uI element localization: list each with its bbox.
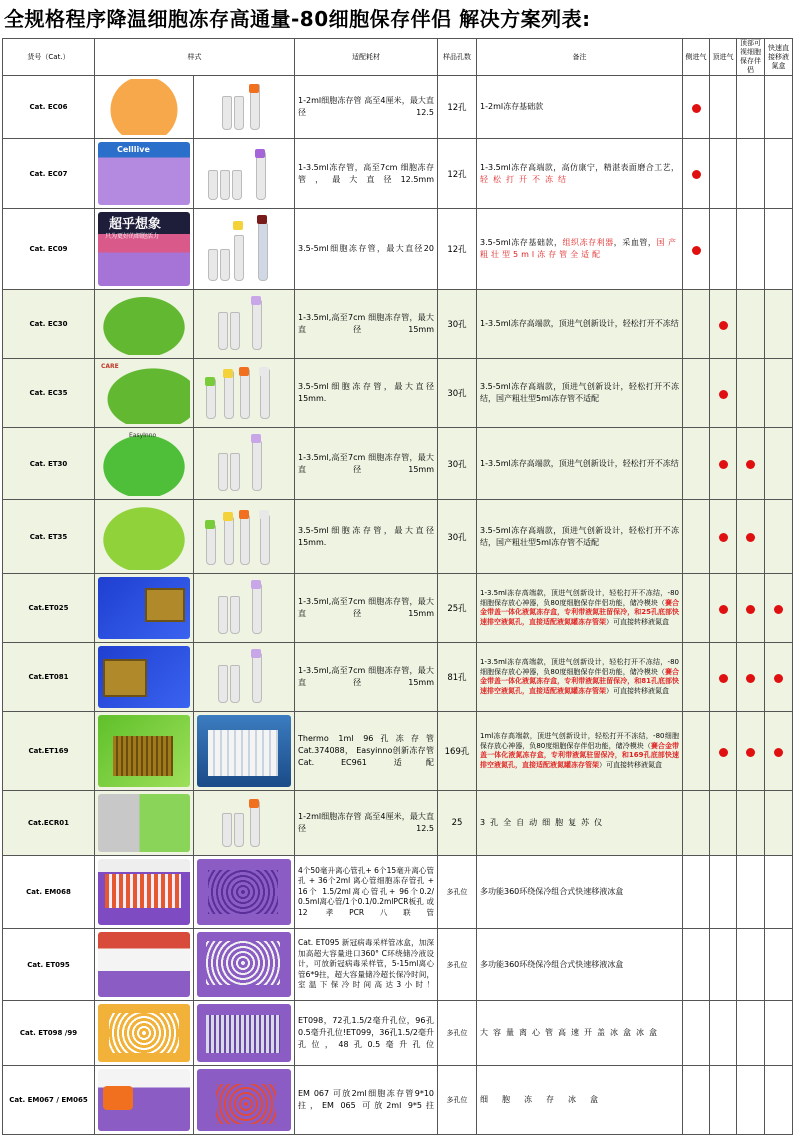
side-air-cell [683, 139, 710, 209]
material-text: 1-3.5ml,高至7cm 细胞冻存管，最大直径15mm [295, 428, 438, 500]
red-dot-icon [719, 674, 728, 683]
rack-photo [194, 712, 295, 791]
material-text: Cat. ET095 新冠病毒采样管冰盒，加深加高超大容量进口360° C环绕储冷液设计，可放新冠病毒采样管，5-15ml离心管6*9拄，超大容量储冷超长保冷时间，室温下保冷时间高达3小时！ [295, 929, 438, 1001]
product-photo [95, 643, 194, 712]
note-text: 多功能360环绕保冷组合式快速移液冰盒 [477, 929, 683, 1001]
top-visible-cell [737, 712, 765, 791]
top-visible-cell [737, 574, 765, 643]
side-air-cell [683, 1001, 710, 1066]
hole-count: 81孔 [438, 643, 477, 712]
top-visible-cell [737, 139, 765, 209]
hole-count: 12孔 [438, 139, 477, 209]
cat-number: Cat.ET025 [3, 574, 95, 643]
material-text: 3.5-5ml细胞冻存管，最大直径20 [295, 209, 438, 290]
top-air-cell [710, 139, 737, 209]
product-photo-2 [194, 856, 295, 929]
red-dot-icon [719, 748, 728, 757]
note-text [477, 139, 683, 209]
top-visible-cell [737, 929, 765, 1001]
note-highlight: 賽合金带盖一体化液氮冻存盒，专利带液氮驻留保冷，和25孔底部快速排空液氮孔，直接适配液氮罐冻存管架 [480, 598, 679, 626]
table-row [3, 500, 793, 574]
red-dot-icon [774, 674, 783, 683]
header-side-air: 侧进气 [683, 39, 710, 76]
top-air-cell [710, 574, 737, 643]
cat-number: Cat. ET095 [3, 929, 95, 1001]
note-highlight: 轻松打开不冻结 [480, 174, 571, 184]
product-photo [95, 500, 194, 574]
red-dot-icon [719, 533, 728, 542]
cat-number: Cat. EC09 [3, 209, 95, 290]
product-photo-2 [194, 1066, 295, 1135]
red-dot-icon [746, 460, 755, 469]
tube-photo [194, 359, 295, 428]
cat-number: Cat. EC06 [3, 76, 95, 139]
product-photo [95, 359, 194, 428]
quick-transfer-cell [765, 76, 793, 139]
table-row [3, 712, 793, 791]
red-dot-icon [746, 533, 755, 542]
quick-transfer-cell [765, 712, 793, 791]
hole-count: 30孔 [438, 359, 477, 428]
top-visible-cell [737, 643, 765, 712]
product-photo [95, 428, 194, 500]
note-text [477, 574, 683, 643]
note-part: 1-3.5ml冻存高端款，顶进气创新设计，轻松打开不冻结，-80细胞保存放心神器，负80度细胞保存伴侣功能，储冷模块（ [480, 658, 679, 676]
tube-photo [194, 290, 295, 359]
top-visible-cell [737, 428, 765, 500]
note-part: 3.5-5ml冻存基础款， [480, 238, 563, 247]
brand-label: EasyInno [129, 432, 157, 439]
top-visible-cell [737, 791, 765, 856]
header-cat: 货号（Cat.） [3, 39, 95, 76]
tube-photo [194, 643, 295, 712]
banner-label: 超乎想象 [109, 217, 162, 232]
top-visible-cell [737, 500, 765, 574]
material-text: ET098，72孔1.5/2毫升孔位，96孔0.5毫升孔位!ET099，36孔1.5/2毫升孔位，48孔0.5毫升孔位 [295, 1001, 438, 1066]
note-highlight: 国产粗壮型5ml冻存管全适配 [480, 238, 680, 259]
quick-transfer-cell [765, 574, 793, 643]
quick-transfer-cell [765, 500, 793, 574]
side-air-cell [683, 791, 710, 856]
cat-number: Cat. EC07 [3, 139, 95, 209]
cat-number: Cat. ET35 [3, 500, 95, 574]
red-dot-icon [692, 170, 701, 179]
table-row [3, 290, 793, 359]
top-air-cell [710, 1001, 737, 1066]
quick-transfer-cell [765, 791, 793, 856]
header-row [3, 39, 793, 76]
top-air-cell [710, 209, 737, 290]
top-visible-cell [737, 209, 765, 290]
header-style: 样式 [95, 39, 295, 76]
product-photo-2 [194, 929, 295, 1001]
cat-number: Cat. EC35 [3, 359, 95, 428]
table-row [3, 139, 793, 209]
top-visible-cell [737, 359, 765, 428]
material-text: 4个50毫升离心管孔+ 6个15毫升离心管孔 + 36个2ml 离心管细胞冻存管孔 + 16个 1.5/2ml离心管孔+ 96个0.2/ 0.5ml离心管/1个0.1/0.2mlPCR板孔 或12 孝PCR八联管 [295, 856, 438, 929]
top-air-cell [710, 1066, 737, 1135]
product-photo [95, 856, 194, 929]
material-text: 1-3.5ml冻存管，高至7cm 细胞冻存管，最大直径12.5mm [295, 139, 438, 209]
tube-photo [194, 139, 295, 209]
product-photo [95, 1001, 194, 1066]
product-photo-2 [194, 1001, 295, 1066]
note-part: 1-3.5ml冻存高端款，顶进气创新设计，轻松打开不冻结，-80细胞保存放心神器，负80度细胞保存伴侣功能，储冷模块（ [480, 589, 679, 607]
hole-count: 12孔 [438, 209, 477, 290]
red-dot-icon [774, 605, 783, 614]
banner-sub-label: 只为更好的细胞活力 [105, 233, 160, 240]
header-holes: 样品孔数 [438, 39, 477, 76]
side-air-cell [683, 574, 710, 643]
top-air-cell [710, 76, 737, 139]
table-row [3, 856, 793, 929]
side-air-cell [683, 290, 710, 359]
material-text: 1-3.5ml,高至7cm 细胞冻存管，最大直径15mm [295, 574, 438, 643]
note-text: 3.5-5ml冻存高端款，顶进气创新设计，轻松打开不冻结，国产粗壮型5ml冻存管不适配 [477, 500, 683, 574]
header-top-visible: 顶部可视细胞保存伴侣 [737, 39, 765, 76]
tube-photo [194, 76, 295, 139]
top-air-cell [710, 712, 737, 791]
red-dot-icon [692, 104, 701, 113]
hole-count: 30孔 [438, 500, 477, 574]
quick-transfer-cell [765, 359, 793, 428]
top-visible-cell [737, 856, 765, 929]
table-row [3, 643, 793, 712]
note-part: ）可直接转移液氮盒 [606, 617, 669, 626]
brand-label: Celllive [117, 145, 150, 154]
note-text [477, 712, 683, 791]
cat-number: Cat.ET081 [3, 643, 95, 712]
tube-photo [194, 428, 295, 500]
note-text: 多功能360环绕保冷组合式快速移液冰盒 [477, 856, 683, 929]
product-photo [95, 139, 194, 209]
quick-transfer-cell [765, 428, 793, 500]
side-air-cell [683, 428, 710, 500]
side-air-cell [683, 929, 710, 1001]
top-visible-cell [737, 290, 765, 359]
tube-photo [194, 574, 295, 643]
tube-photo [194, 500, 295, 574]
header-material: 适配耗材 [295, 39, 438, 76]
product-photo [95, 76, 194, 139]
material-text: 1-2ml细胞冻存管 高至4厘米，最大直径12.5 [295, 76, 438, 139]
note-highlight: 组织冻存利器 [562, 238, 614, 247]
hole-count: 12孔 [438, 76, 477, 139]
cat-number: Cat. EC30 [3, 290, 95, 359]
header-top-air: 顶进气 [710, 39, 737, 76]
product-photo [95, 929, 194, 1001]
top-air-cell [710, 359, 737, 428]
red-dot-icon [746, 674, 755, 683]
hole-count: 25孔 [438, 574, 477, 643]
product-photo [95, 791, 194, 856]
hole-count: 30孔 [438, 290, 477, 359]
tube-photo [194, 209, 295, 290]
quick-transfer-cell [765, 139, 793, 209]
quick-transfer-cell [765, 1001, 793, 1066]
product-photo [95, 290, 194, 359]
tube-photo [194, 791, 295, 856]
note-part: 1-3.5ml冻存高端款，高仿康宁，精湛表面磨合工艺， [480, 162, 679, 172]
page-title: 全规格程序降温细胞冻存高通量-80细胞保存伴侣 解决方案列表: [4, 7, 591, 31]
header-quick-transfer: 快速直接移液氮盒 [765, 39, 793, 76]
hole-count: 30孔 [438, 428, 477, 500]
table-row [3, 1066, 793, 1135]
product-photo [95, 209, 194, 290]
header-note: 备注 [477, 39, 683, 76]
red-dot-icon [719, 390, 728, 399]
hole-count: 25 [438, 791, 477, 856]
top-visible-cell [737, 76, 765, 139]
side-air-cell [683, 359, 710, 428]
quick-transfer-cell [765, 1066, 793, 1135]
red-dot-icon [719, 321, 728, 330]
material-text: 1-3.5ml,高至7cm 细胞冻存管，最大直径15mm [295, 643, 438, 712]
cat-number: Cat. ET30 [3, 428, 95, 500]
hole-count: 多孔位 [438, 929, 477, 1001]
product-photo [95, 712, 194, 791]
table-row [3, 929, 793, 1001]
cat-number: Cat. EM067 / EM065 [3, 1066, 95, 1135]
note-text: 大容量离心管高速开盖冰盒冰盒 [477, 1001, 683, 1066]
note-text: 1-3.5ml冻存高端款，顶进气创新设计，轻松打开不冻结 [477, 290, 683, 359]
note-text: 1-2ml冻存基础款 [477, 76, 683, 139]
note-text [477, 209, 683, 290]
quick-transfer-cell [765, 929, 793, 1001]
cat-number: Cat.ECR01 [3, 791, 95, 856]
material-text: 3.5-5ml细胞冻存管，最大直径15mm. [295, 359, 438, 428]
table-row [3, 428, 793, 500]
hole-count: 多孔位 [438, 1066, 477, 1135]
side-air-cell [683, 500, 710, 574]
cat-number: Cat. EM068 [3, 856, 95, 929]
top-air-cell [710, 791, 737, 856]
note-text: 1-3.5ml冻存高端款，顶进气创新设计，轻松打开不冻结 [477, 428, 683, 500]
table-row [3, 1001, 793, 1066]
top-air-cell [710, 929, 737, 1001]
table-row [3, 791, 793, 856]
side-air-cell [683, 1066, 710, 1135]
top-air-cell [710, 500, 737, 574]
note-part: ）可直接转移液氮盒 [606, 686, 669, 695]
side-air-cell [683, 712, 710, 791]
top-visible-cell [737, 1001, 765, 1066]
table-row [3, 574, 793, 643]
cat-number: Cat. ET098 /99 [3, 1001, 95, 1066]
red-dot-icon [746, 605, 755, 614]
side-air-cell [683, 209, 710, 290]
red-dot-icon [719, 460, 728, 469]
hole-count: 多孔位 [438, 856, 477, 929]
red-dot-icon [719, 605, 728, 614]
note-highlight: 賽合金带盖一体化液氮冻存盒，专利带液氮驻留保冷，和81孔底部快速排空液氮孔，直接适配液氮罐冻存管架 [480, 667, 679, 695]
note-part: ，采血管， [613, 238, 657, 247]
note-text: 3.5-5ml冻存高端款，顶进气创新设计，轻松打开不冻结，国产粗壮型5ml冻存管不适配 [477, 359, 683, 428]
quick-transfer-cell [765, 209, 793, 290]
material-text: EM 067 可放2ml细胞冻存管9*10拄，EM 065 可放2ml 9*5拄 [295, 1066, 438, 1135]
top-air-cell [710, 290, 737, 359]
top-air-cell [710, 856, 737, 929]
material-text: 3.5-5ml细胞冻存管，最大直径15mm. [295, 500, 438, 574]
note-highlight: 賽合金带盖一体化液氮冻存盒，专利带液氮驻留保冷，和169孔底部快速排空液氮孔，直接适配液氮罐冻存管架 [480, 741, 679, 769]
solution-table [2, 38, 793, 1135]
note-part: ）可直接转移液氮盒 [599, 760, 662, 769]
red-dot-icon [774, 748, 783, 757]
note-text: 细胞冻存冰盒 [477, 1066, 683, 1135]
table-row [3, 209, 793, 290]
material-text: 1-3.5ml,高至7cm 细胞冻存管，最大直径15mm [295, 290, 438, 359]
top-air-cell [710, 428, 737, 500]
side-air-cell [683, 643, 710, 712]
table-row [3, 359, 793, 428]
quick-transfer-cell [765, 856, 793, 929]
product-photo [95, 1066, 194, 1135]
red-dot-icon [692, 246, 701, 255]
product-photo [95, 574, 194, 643]
material-text: 1-2ml细胞冻存管 高至4厘米，最大直径12.5 [295, 791, 438, 856]
note-part: 1ml冻存高端款，顶进气创新设计，轻松打开不冻结，-80细胞保存放心神器，负80度细胞保存伴侣功能，储冷模块（ [480, 732, 679, 750]
red-dot-icon [746, 748, 755, 757]
cat-number: Cat.ET169 [3, 712, 95, 791]
material-text: Thermo 1ml 96孔冻存管 Cat.374088， Easyinno创新冻存管 Cat. EC961 适配 [295, 712, 438, 791]
hole-count: 169孔 [438, 712, 477, 791]
top-air-cell [710, 643, 737, 712]
note-text [477, 643, 683, 712]
note-text: 3孔全自动细胞复苏仪 [477, 791, 683, 856]
quick-transfer-cell [765, 290, 793, 359]
top-visible-cell [737, 1066, 765, 1135]
hole-count: 多孔位 [438, 1001, 477, 1066]
brand-label: CARE [101, 363, 119, 370]
table-row [3, 76, 793, 139]
quick-transfer-cell [765, 643, 793, 712]
side-air-cell [683, 856, 710, 929]
side-air-cell [683, 76, 710, 139]
